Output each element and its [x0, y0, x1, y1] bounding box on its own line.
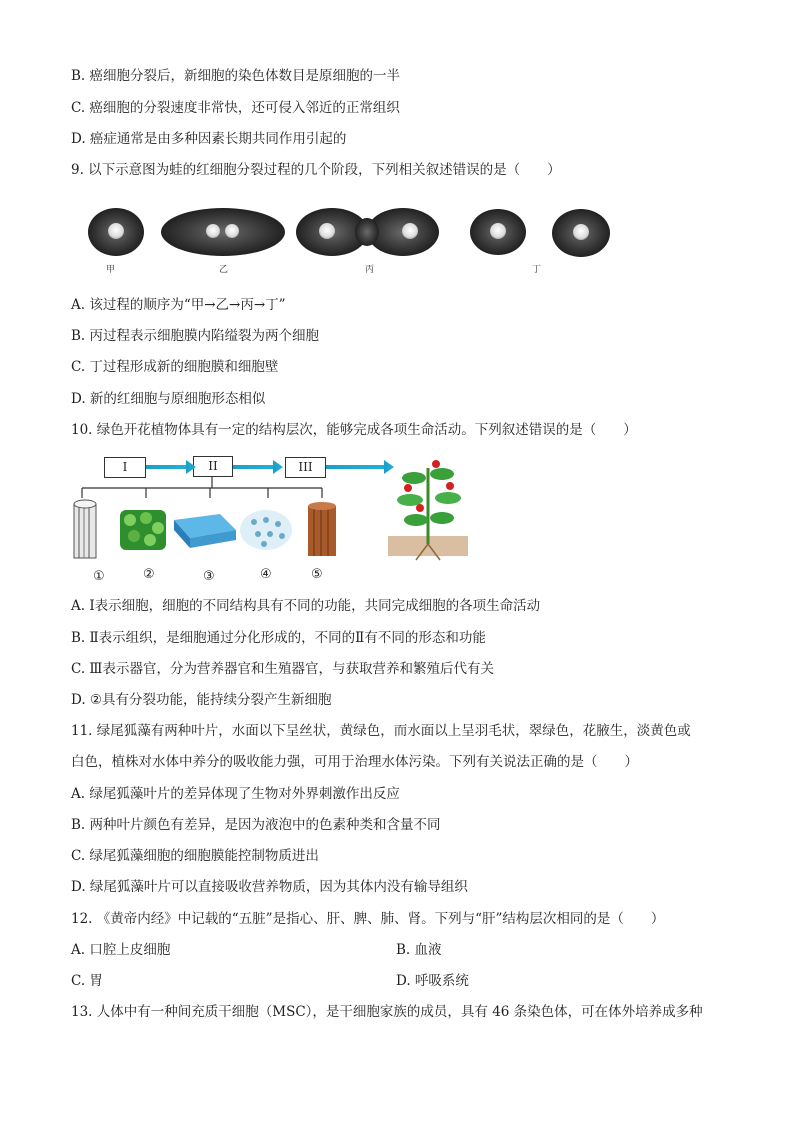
q10-option-b: B. Ⅱ表示组织，是细胞通过分化形成的，不同的Ⅱ有不同的形态和功能 — [71, 630, 486, 646]
fig9-label-ding: 丁 — [532, 265, 542, 275]
q12-option-c: C. 胃 — [71, 973, 103, 989]
q9-option-c: C. 丁过程形成新的细胞膜和细胞壁 — [71, 359, 279, 375]
q10-option-d: D. ②具有分裂功能，能持续分裂产生新细胞 — [71, 692, 332, 708]
q12-option-b: B. 血液 — [396, 942, 442, 958]
level-box-1: I — [104, 457, 146, 478]
q9-option-b: B. 丙过程表示细胞膜内陷缢裂为两个细胞 — [71, 328, 320, 344]
q9-option-a: A. 该过程的顺序为“甲→乙→丙→丁” — [71, 297, 286, 313]
tissue-label-2: ② — [143, 567, 155, 582]
cell-bing — [296, 208, 439, 256]
q11-option-b: B. 两种叶片颜色有差异，是因为液泡中的色素种类和含量不同 — [71, 817, 441, 833]
cell-ding — [470, 209, 610, 257]
q10-option-a: A. Ⅰ表示细胞，细胞的不同结构具有不同的功能，共同完成细胞的各项生命活动 — [71, 598, 541, 614]
tissue-label-3: ③ — [203, 569, 215, 584]
q13-stem: 13. 人体中有一种间充质干细胞（MSC），是干细胞家族的成员，具有 46 条染色体，可在体外培养成多种 — [71, 1004, 703, 1020]
tissue-label-1: ① — [93, 569, 105, 584]
q8-option-d: D. 癌症通常是由多种因素长期共同作用引起的 — [71, 131, 347, 147]
plant-hierarchy-figure — [70, 448, 480, 568]
q8-option-b: B. 癌细胞分裂后，新细胞的染色体数目是原细胞的一半 — [71, 68, 401, 84]
tissue-epidermis — [174, 514, 236, 548]
q11-option-a: A. 绿尾狐藻叶片的差异体现了生物对外界刺激作出反应 — [71, 786, 400, 802]
tissue-mechanical — [308, 502, 336, 556]
hierarchy-arrows — [146, 460, 394, 474]
frog-rbc-division-figure — [80, 200, 640, 280]
level-box-2: II — [193, 456, 233, 477]
plant-icon — [388, 460, 468, 560]
tissue-label-5: ⑤ — [311, 567, 323, 582]
q10-stem: 10. 绿色开花植物体具有一定的结构层次，能够完成各项生命活动。下列叙述错误的是（ ） — [71, 422, 637, 438]
cell-yi — [161, 208, 285, 256]
fig9-label-yi: 乙 — [219, 265, 229, 275]
q11-stem-line1: 11. 绿尾狐藻有两种叶片，水面以下呈丝状，黄绿色，而水面以上呈羽毛状，翠绿色，花腋生，淡黄色或 — [71, 723, 691, 739]
tissue-meristem — [240, 510, 292, 550]
cell-jia — [88, 208, 144, 256]
tissue-vascular — [74, 500, 96, 558]
tissue-label-4: ④ — [260, 567, 272, 582]
fig9-label-bing: 丙 — [365, 265, 375, 275]
q12-stem: 12. 《黄帝内经》中记载的“五脏”是指心、肝、脾、肺、肾。下列与“肝”结构层次相同的是（ ） — [71, 911, 665, 927]
q10-option-c: C. Ⅲ表示器官，分为营养器官和生殖器官，与获取营养和繁殖后代有关 — [71, 661, 494, 677]
tissue-parenchyma — [120, 510, 166, 550]
fig9-label-jia: 甲 — [106, 265, 116, 275]
q11-option-d: D. 绿尾狐藻叶片可以直接吸收营养物质，因为其体内没有输导组织 — [71, 879, 468, 895]
level-box-3: III — [285, 457, 326, 478]
q12-option-a: A. 口腔上皮细胞 — [71, 942, 171, 958]
q11-option-c: C. 绿尾狐藻细胞的细胞膜能控制物质进出 — [71, 848, 319, 864]
q9-option-d: D. 新的红细胞与原细胞形态相似 — [71, 391, 266, 407]
q11-stem-line2: 白色，植株对水体中养分的吸收能力强，可用于治理水体污染。下列有关说法正确的是（ ） — [71, 754, 638, 770]
q12-option-d: D. 呼吸系统 — [396, 973, 469, 989]
tissue-bracket — [82, 476, 322, 498]
q8-option-c: C. 癌细胞的分裂速度非常快，还可侵入邻近的正常组织 — [71, 100, 400, 116]
q9-stem: 9. 以下示意图为蛙的红细胞分裂过程的几个阶段，下列相关叙述错误的是（ ） — [71, 162, 561, 178]
